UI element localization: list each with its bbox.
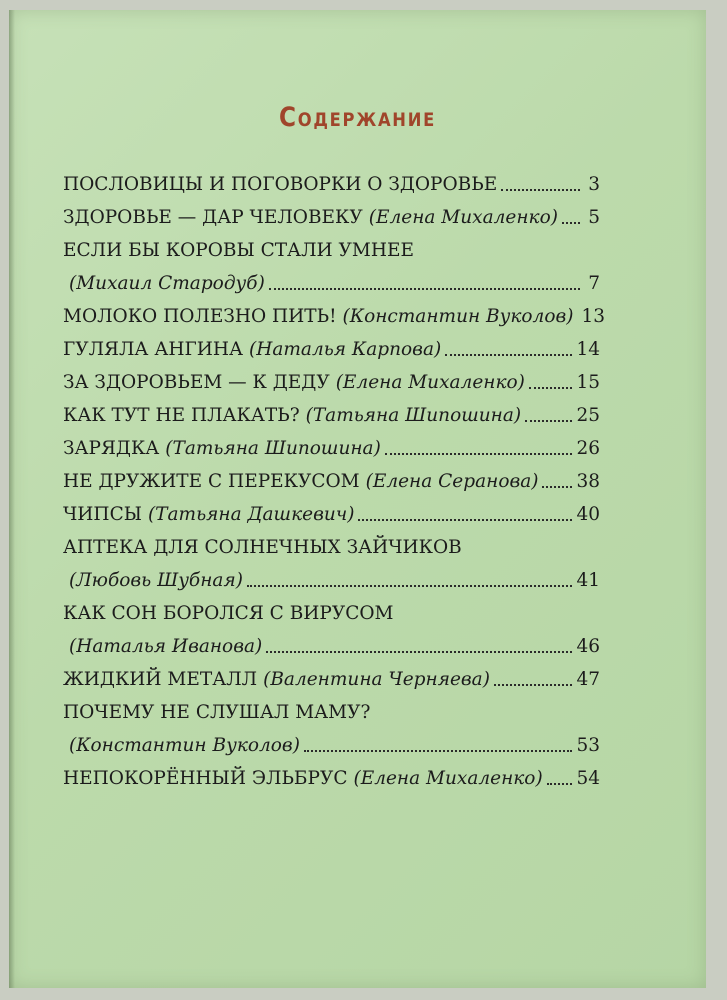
dot-leader: [501, 188, 580, 191]
toc-entry[interactable]: [63, 465, 600, 498]
entry-author: (Татьяна Шипошина): [165, 438, 381, 459]
page-number: 13: [581, 306, 606, 327]
dot-leader: [358, 518, 572, 521]
toc-entry[interactable]: [63, 498, 600, 531]
toc-entry[interactable]: [63, 333, 600, 366]
toc-entry[interactable]: [63, 366, 600, 399]
toc-entry[interactable]: [63, 531, 600, 597]
toc-entry[interactable]: [63, 300, 606, 333]
page-number: 41: [576, 570, 600, 591]
page-number: 54: [576, 768, 600, 789]
toc-entry[interactable]: [63, 201, 600, 234]
entry-title: ЗАРЯДКА: [63, 438, 160, 459]
page-number: 15: [576, 372, 600, 393]
entry-title: ПОЧЕМУ НЕ СЛУШАЛ МАМУ?: [63, 702, 371, 723]
dot-leader: [547, 782, 573, 785]
entry-title: КАК ТУТ НЕ ПЛАКАТЬ?: [63, 405, 300, 426]
entry-title: ЖИДКИЙ МЕТАЛЛ: [63, 669, 258, 690]
entry-author: (Елена Серанова): [365, 471, 539, 492]
page-title: Содержание: [278, 102, 436, 133]
entry-author: (Елена Михаленко): [353, 768, 543, 789]
toc-entry[interactable]: [63, 432, 600, 465]
entry-title: ЕСЛИ БЫ КОРОВЫ СТАЛИ УМНЕЕ: [63, 240, 414, 261]
dot-leader: [385, 452, 573, 455]
page-number: 46: [576, 636, 600, 657]
dot-leader: [529, 386, 573, 389]
entry-title: АПТЕКА ДЛЯ СОЛНЕЧНЫХ ЗАЙЧИКОВ: [63, 537, 462, 558]
page-number: 40: [576, 504, 600, 525]
page-number: 14: [576, 339, 600, 360]
entry-title: ПОСЛОВИЦЫ И ПОГОВОРКИ О ЗДОРОВЬЕ: [63, 174, 498, 195]
entry-title: ЧИПСЫ: [63, 504, 142, 525]
page-number: 47: [576, 669, 600, 690]
toc-entry[interactable]: [63, 399, 600, 432]
dot-leader: [247, 584, 573, 587]
toc-entry[interactable]: [63, 696, 600, 762]
dot-leader: [525, 419, 572, 422]
table-of-contents: [63, 168, 606, 795]
entry-author: (Татьяна Шипошина): [305, 405, 522, 426]
toc-entry[interactable]: [63, 597, 600, 663]
toc-entry[interactable]: [63, 168, 600, 201]
dot-leader: [304, 749, 573, 752]
dot-leader: [494, 683, 573, 686]
entry-author: (Валентина Черняева): [263, 669, 490, 690]
entry-title: ЗДОРОВЬЕ — ДАР ЧЕЛОВЕКУ: [63, 207, 363, 228]
entry-author: (Михаил Стародуб): [69, 273, 265, 294]
entry-title: КАК СОН БОРОЛСЯ С ВИРУСОМ: [63, 603, 394, 624]
entry-title: НЕПОКОРЁННЫЙ ЭЛЬБРУС: [63, 768, 348, 789]
entry-author: (Наталья Иванова): [69, 636, 263, 657]
toc-entry[interactable]: [63, 234, 600, 300]
page-number: 3: [588, 174, 600, 195]
entry-title: ЗА ЗДОРОВЬЕМ — К ДЕДУ: [63, 372, 330, 393]
entry-author: (Наталья Карпова): [249, 339, 442, 360]
entry-author: (Елена Михаленко): [335, 372, 525, 393]
toc-entry[interactable]: [63, 663, 600, 696]
entry-author: (Константин Вуколов): [69, 735, 300, 756]
dot-leader: [562, 221, 580, 224]
entry-author: (Константин Вуколов): [342, 306, 574, 327]
entry-author: (Елена Михаленко): [368, 207, 558, 228]
entry-title: ГУЛЯЛА АНГИНА: [63, 339, 243, 360]
dot-leader: [445, 353, 572, 356]
page-number: 5: [588, 207, 600, 228]
entry-title: МОЛОКО ПОЛЕЗНО ПИТЬ!: [63, 306, 337, 327]
entry-author: (Татьяна Дашкевич): [147, 504, 355, 525]
dot-leader: [542, 485, 572, 488]
page-number: 7: [588, 273, 600, 294]
page-number: 26: [576, 438, 600, 459]
page-number: 38: [576, 471, 600, 492]
page-number: 53: [576, 735, 600, 756]
dot-leader: [266, 650, 572, 653]
dot-leader: [269, 287, 580, 290]
entry-title: НЕ ДРУЖИТЕ С ПЕРЕКУСОМ: [63, 471, 360, 492]
toc-entry[interactable]: [63, 762, 600, 795]
page-number: 25: [576, 405, 600, 426]
page-gutter-shadow: [9, 10, 15, 988]
entry-author: (Любовь Шубная): [69, 570, 243, 591]
